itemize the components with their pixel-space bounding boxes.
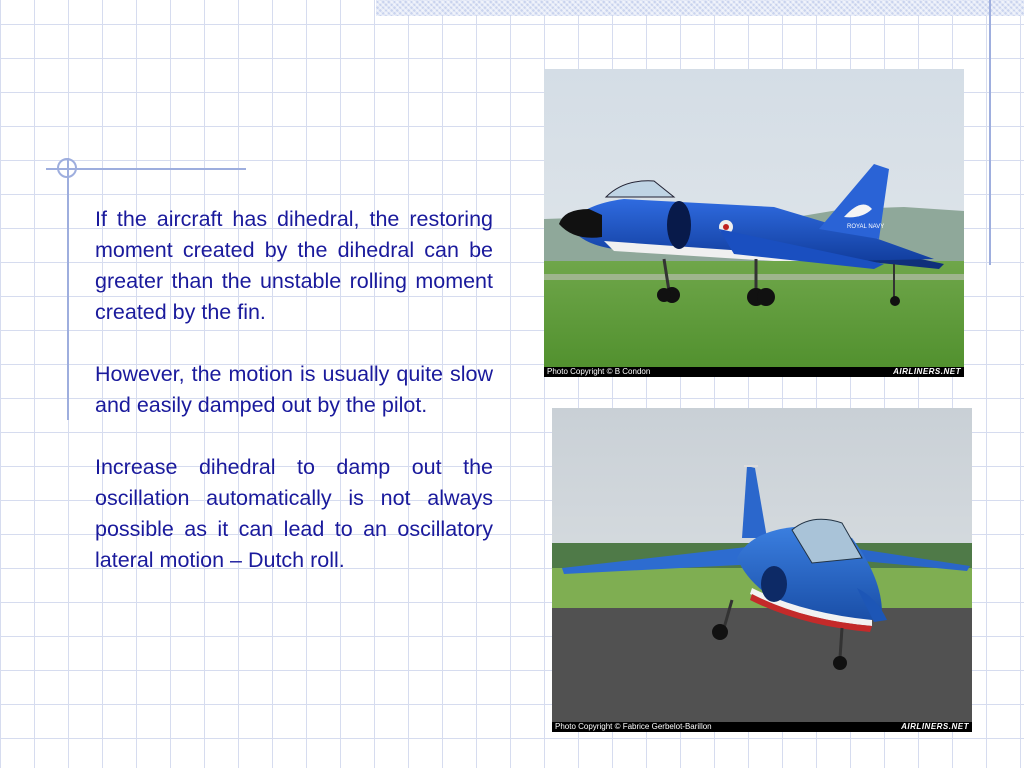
alpha-jet-photo xyxy=(552,408,972,732)
photo-copyright: Photo Copyright © Fabrice Gerbelot-Barillon xyxy=(555,722,712,731)
paragraph-dutch-roll: Increase dihedral to damp out the oscillation automatically is not always possible as it can lead to an oscillatory lateral motion – Dutch roll. xyxy=(95,455,493,572)
top-decorative-band xyxy=(376,0,1024,16)
slide-text xyxy=(95,204,493,607)
photo-copyright: Photo Copyright © B Condon xyxy=(547,367,651,376)
circle-ornament xyxy=(57,158,77,178)
photo-caption-bar xyxy=(544,367,964,377)
photo-caption-bar xyxy=(552,722,972,732)
photo-source: AIRLINERS.NET xyxy=(893,367,961,376)
sea-harrier-photo xyxy=(544,69,964,377)
right-vertical-rule xyxy=(989,0,991,265)
paragraph-damping: However, the motion is usually quite slow and easily damped out by the pilot. xyxy=(95,362,493,417)
tail-text: ROYAL NAVY xyxy=(847,224,885,230)
left-vertical-rule xyxy=(67,158,69,420)
paragraph-dihedral: If the aircraft has dihedral, the restoring moment created by the dihedral can be greater than the unstable rolling moment created by the fin. xyxy=(95,207,493,324)
photo-source: AIRLINERS.NET xyxy=(901,722,969,731)
